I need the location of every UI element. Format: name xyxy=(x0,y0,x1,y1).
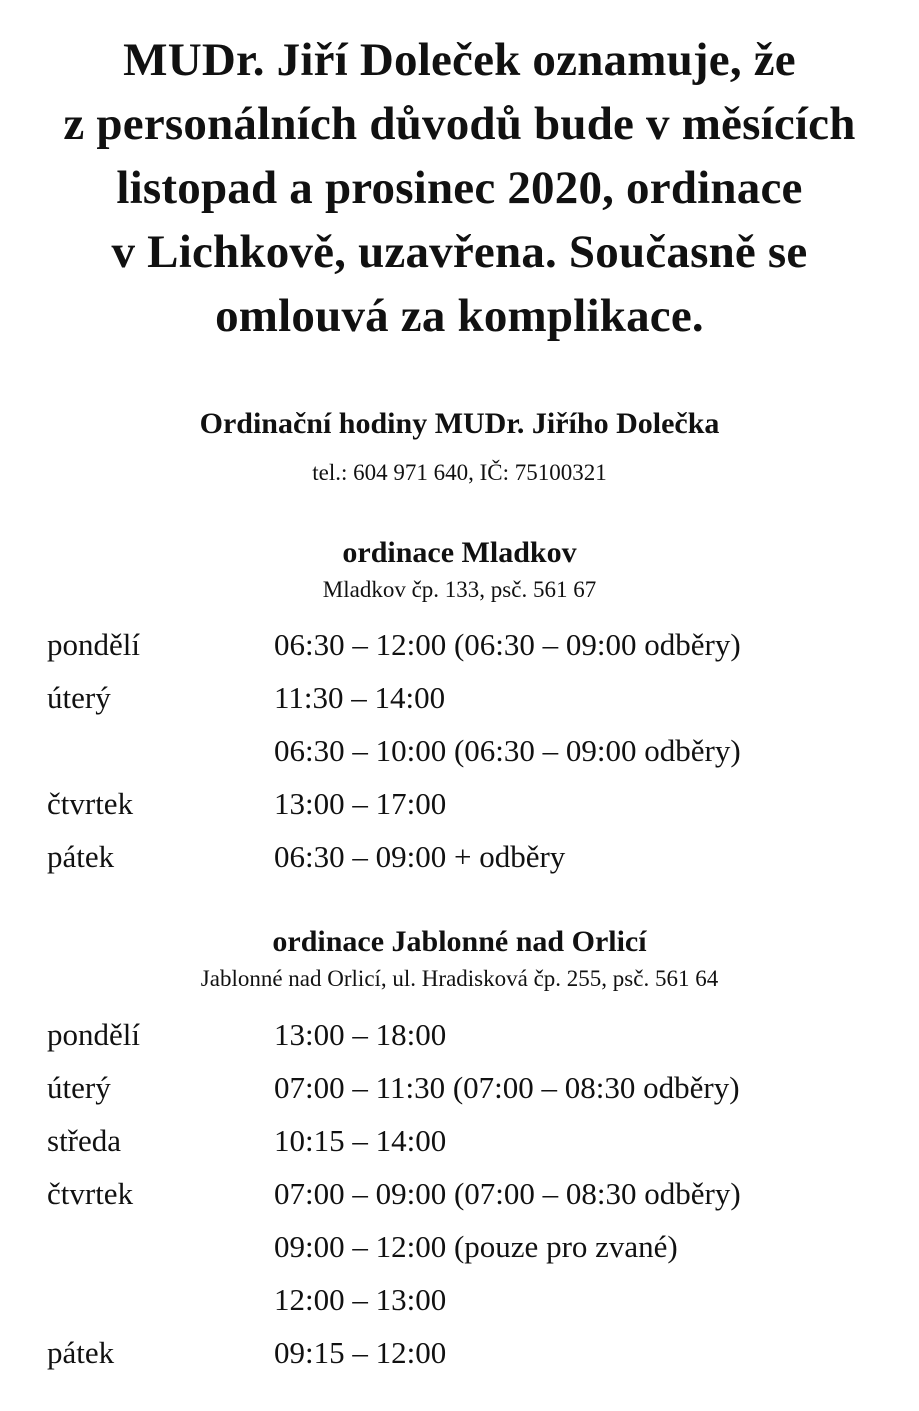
time-range: 10:15 – 14:00 xyxy=(274,1123,447,1158)
schedule-row xyxy=(47,837,897,890)
announcement-line: omlouvá za komplikace. xyxy=(215,290,704,342)
schedule-row xyxy=(47,1333,897,1386)
office-title-mladkov: ordinace Mladkov xyxy=(342,536,577,569)
day-label: pondělí xyxy=(47,1017,140,1052)
time-range: 12:00 – 13:00 xyxy=(274,1282,447,1317)
schedule-row xyxy=(47,1227,897,1280)
time-range: 13:00 – 18:00 xyxy=(274,1017,447,1052)
time-range: 11:30 – 14:00 xyxy=(274,680,446,715)
time-range: 13:00 – 17:00 xyxy=(274,786,447,821)
time-range: 07:00 – 09:00 (07:00 – 08:30 odběry) xyxy=(274,1176,741,1211)
day-label: úterý xyxy=(47,680,111,715)
announcement-line: z personálních důvodů bude v měsících xyxy=(63,98,856,150)
office-title-jablonne: ordinace Jablonné nad Orlicí xyxy=(272,925,647,958)
office-address-jablonne: Jablonné nad Orlicí, ul. Hradisková čp. 255, psč. 561 64 xyxy=(200,966,719,991)
schedule-row xyxy=(47,731,897,784)
day-label: čtvrtek xyxy=(47,786,134,821)
announcement-line: v Lichkově, uzavřena. Současně se xyxy=(111,226,808,278)
day-label: středa xyxy=(47,1123,122,1158)
schedule-row xyxy=(47,678,897,731)
schedule-mladkov xyxy=(47,625,897,890)
day-label: pondělí xyxy=(47,627,140,662)
time-range: 06:30 – 09:00 + odběry xyxy=(274,839,566,874)
day-label: pátek xyxy=(47,1335,115,1370)
announcement-line: MUDr. Jiří Doleček oznamuje, že xyxy=(123,34,796,86)
schedule-row xyxy=(47,625,897,678)
contact-info: tel.: 604 971 640, IČ: 75100321 xyxy=(312,460,607,485)
day-label: úterý xyxy=(47,1070,111,1105)
closure-announcement xyxy=(0,28,919,348)
time-range: 06:30 – 10:00 (06:30 – 09:00 odběry) xyxy=(274,733,741,768)
schedule-row xyxy=(47,1121,897,1174)
schedule-row xyxy=(47,1068,897,1121)
schedule-row xyxy=(47,784,897,837)
day-label: pátek xyxy=(47,839,115,874)
time-range: 06:30 – 12:00 (06:30 – 09:00 odběry) xyxy=(274,627,741,662)
time-range: 09:00 – 12:00 (pouze pro zvané) xyxy=(274,1229,678,1264)
office-address-mladkov: Mladkov čp. 133, psč. 561 67 xyxy=(322,577,597,602)
day-label: čtvrtek xyxy=(47,1176,134,1211)
schedule-row xyxy=(47,1174,897,1227)
time-range: 07:00 – 11:30 (07:00 – 08:30 odběry) xyxy=(274,1070,740,1105)
schedule-jablonne xyxy=(47,1015,897,1386)
schedule-row xyxy=(47,1015,897,1068)
schedule-row xyxy=(47,1280,897,1333)
announcement-line: listopad a prosinec 2020, ordinace xyxy=(116,162,803,214)
office-hours-title: Ordinační hodiny MUDr. Jiřího Dolečka xyxy=(199,407,720,440)
time-range: 09:15 – 12:00 xyxy=(274,1335,447,1370)
